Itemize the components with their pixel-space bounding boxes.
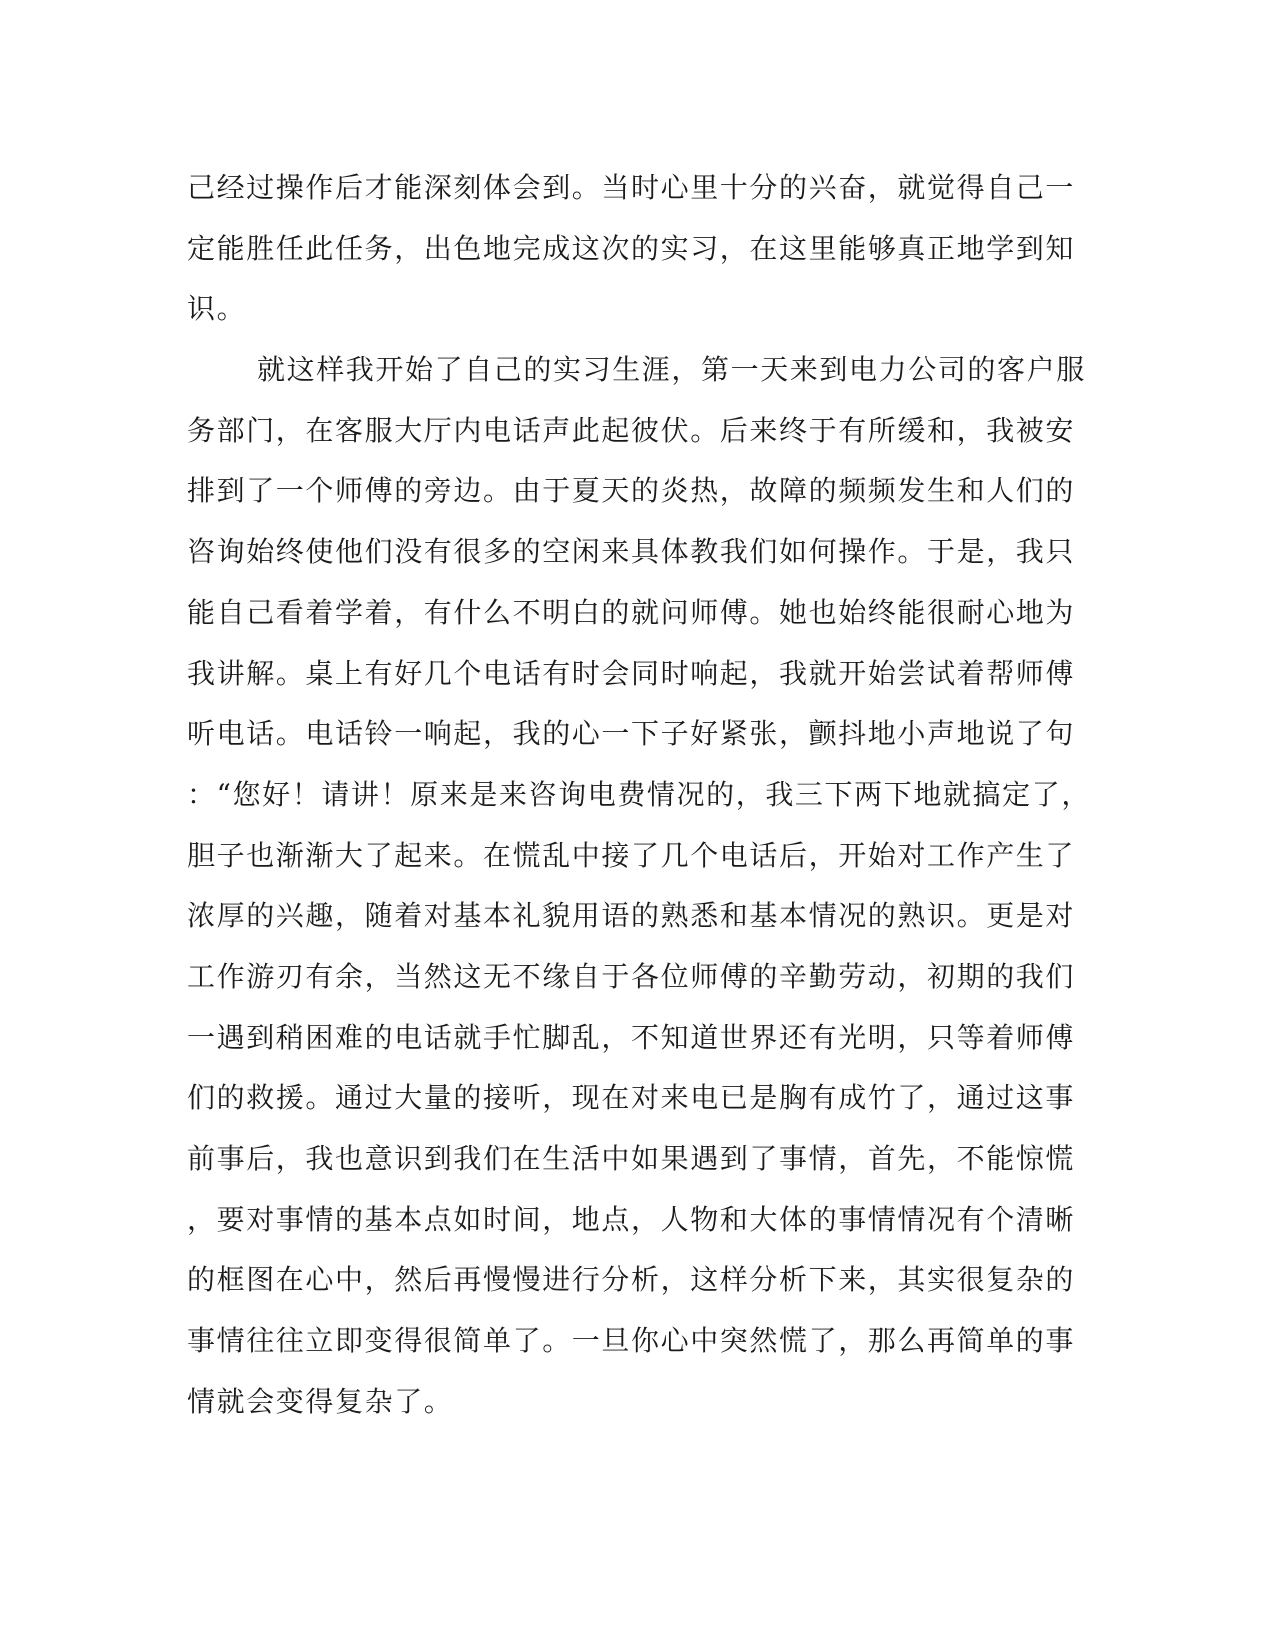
paragraph-2-line: 胆子也渐渐大了起来。在慌乱中接了几个电话后，开始对工作产生了 [187,838,1076,872]
paragraph-1-line: 定能胜任此任务，出色地完成这次的实习，在这里能够真正地学到知 [187,231,1076,265]
document-body [187,158,1091,1432]
paragraph-2-line: 排到了一个师傅的旁边。由于夏天的炎热，故障的频频发生和人们的 [187,474,1076,508]
paragraph-2-line: 能自己看着学着，有什么不明白的就问师傅。她也始终能很耐心地为 [187,595,1076,629]
paragraph-2-line: 就这样我开始了自己的实习生涯，第一天来到电力公司的客户服 [257,353,1086,387]
paragraph-2-line: 我讲解。桌上有好几个电话有时会同时响起，我就开始尝试着帮师傅 [187,656,1076,690]
paragraph-1-line: 识。 [187,292,247,326]
paragraph-2-line: 们的救援。通过大量的接听，现在对来电已是胸有成竹了，通过这事 [187,1081,1076,1115]
paragraph-2-line: ：“您好！请讲！原来是来咨询电费情况的，我三下两下地就搞定了， [187,777,1091,811]
paragraph-2-line: 咨询始终使他们没有很多的空闲来具体教我们如何操作。于是，我只 [187,535,1076,569]
paragraph-2-line: 工作游刃有余，当然这无不缘自于各位师傅的辛勤劳动，初期的我们 [187,959,1076,993]
paragraph-2-line: 前事后，我也意识到我们在生活中如果遇到了事情，首先，不能惊慌 [187,1142,1076,1175]
paragraph-2-line: 浓厚的兴趣，随着对基本礼貌用语的熟悉和基本情况的熟识。更是对 [187,899,1076,933]
paragraph-2-line: 务部门，在客服大厅内电话声此起彼伏。后来终于有所缓和，我被安 [187,413,1076,447]
paragraph-2-line: 的框图在心中，然后再慢慢进行分析，这样分析下来，其实很复杂的 [187,1263,1076,1297]
paragraph-2-line: 听电话。电话铃一响起，我的心一下子好紧张，颤抖地小声地说了句 [187,717,1076,751]
paragraph-2-line: 情就会变得复杂了。 [187,1384,454,1418]
paragraph-2-line: ，要对事情的基本点如时间，地点，人物和大体的事情情况有个清晰 [187,1202,1076,1236]
paragraph-2-line: 事情往往立即变得很简单了。一旦你心中突然慌了，那么再简单的事 [187,1324,1076,1358]
paragraph-1-line: 己经过操作后才能深刻体会到。当时心里十分的兴奋，就觉得自己一 [187,171,1076,204]
paragraph-2-line: 一遇到稍困难的电话就手忙脚乱，不知道世界还有光明，只等着师傅 [187,1020,1076,1054]
